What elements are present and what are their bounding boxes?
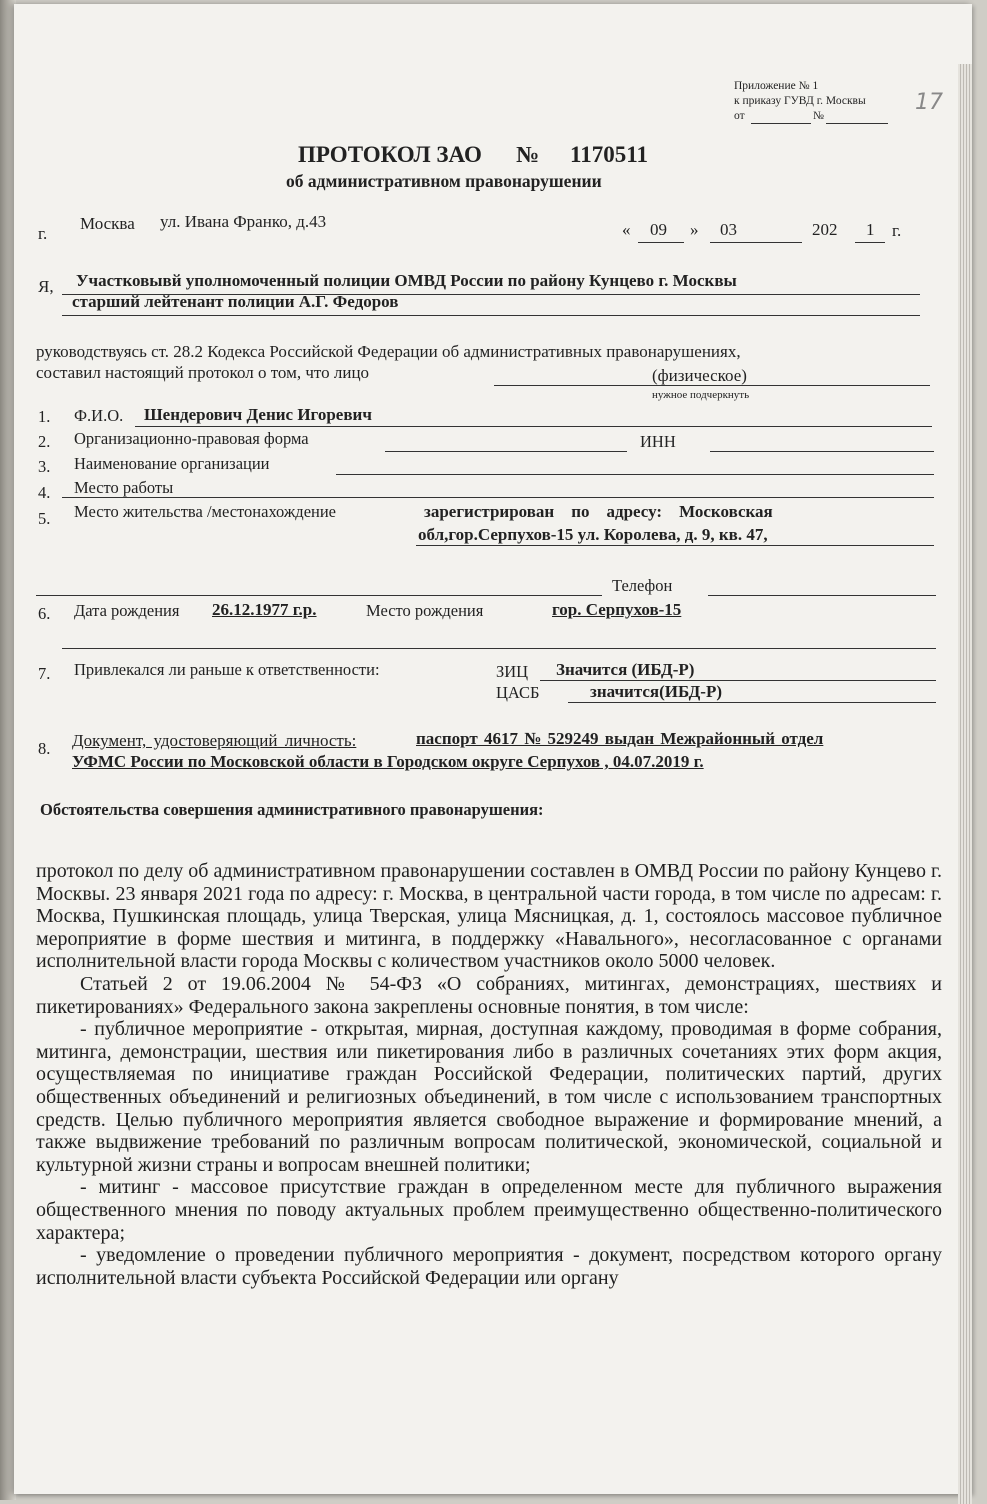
fio-line bbox=[135, 426, 932, 427]
date-day: 09 bbox=[650, 220, 667, 239]
field-8-number: 8. bbox=[38, 739, 51, 758]
day-line bbox=[638, 242, 684, 243]
doc-value-2: УФМС России по Московской области в Городском округе Серпухов , 04.07.2019 г. bbox=[72, 752, 704, 771]
appendix-line-2: к приказу ГУВД г. Москвы bbox=[734, 95, 866, 107]
appendix-line-1: Приложение № 1 bbox=[734, 80, 819, 92]
casb-value: значится(ИБД-Р) bbox=[590, 682, 723, 701]
city-prefix: г. bbox=[38, 224, 48, 243]
officer-underline-2 bbox=[62, 315, 920, 316]
date-month: 03 bbox=[720, 220, 737, 239]
handwritten-page-number: 17 bbox=[915, 90, 943, 115]
date-quote-open: « bbox=[622, 220, 631, 239]
fio-label: Ф.И.О. bbox=[74, 406, 124, 425]
officer-line-1: Участковывй уполномоченный полиции ОМВД России по району Кунцево г. Москвы bbox=[76, 271, 737, 290]
date-year-digit: 1 bbox=[866, 220, 875, 239]
protocol-number-sign: № bbox=[516, 142, 540, 167]
zic-value: Значится (ИБД-Р) bbox=[556, 660, 695, 679]
person-type-line bbox=[494, 385, 930, 386]
officer-ya: Я, bbox=[38, 277, 54, 296]
paragraph-4: - митинг - массовое присутствие граждан в определенном месте для публичного выражения общественного мнения по поводу актуальных проблем преимущественно общественно-политического характера; bbox=[36, 1176, 942, 1244]
casb-label: ЦАСБ bbox=[496, 683, 540, 702]
field-4-number: 4. bbox=[38, 483, 51, 502]
appendix-number-line bbox=[826, 123, 888, 124]
date-year-suffix: г. bbox=[892, 221, 902, 240]
dob-label: Дата рождения bbox=[74, 601, 180, 620]
appendix-no-label: № bbox=[813, 110, 824, 122]
field-1-number: 1. bbox=[38, 407, 51, 426]
field-3-number: 3. bbox=[38, 457, 51, 476]
protocol-title: ПРОТОКОЛ ЗАО bbox=[298, 142, 482, 167]
fio-value: Шендерович Денис Игоревич bbox=[144, 405, 372, 424]
org-form-line bbox=[385, 451, 627, 452]
org-name-label: Наименование организации bbox=[74, 454, 270, 473]
person-type-hint: нужное подчеркнуть bbox=[652, 389, 750, 401]
year-line bbox=[855, 242, 885, 243]
paragraph-2: Статьей 2 от 19.06.2004 № 54-ФЗ «О собраниях, митингах, демонстрациях, шествиях и пикетированиях» Федерального закона закреплены основные понятия, в том числе: bbox=[36, 972, 942, 1018]
date-quote-close: » bbox=[690, 220, 699, 239]
date-year-prefix: 202 bbox=[812, 220, 838, 239]
field-6-number: 6. bbox=[38, 604, 51, 623]
address: ул. Ивана Франко, д.43 bbox=[160, 212, 327, 231]
officer-line-2: старший лейтенант полиции А.Г. Федоров bbox=[72, 292, 399, 311]
protocol-subtitle: об административном правонарушении bbox=[286, 171, 602, 191]
pob-label: Место рождения bbox=[366, 601, 484, 620]
residence-value-1: зарегистрирован по адресу: Московская bbox=[424, 502, 773, 521]
dob-value: 26.12.1977 г.р. bbox=[212, 600, 317, 619]
field-5-number: 5. bbox=[38, 509, 51, 528]
field-2-number: 2. bbox=[38, 432, 51, 451]
residence-value-2: обл,гор.Серпухов-15 ул. Королева, д. 9, кв. 47, bbox=[418, 525, 768, 544]
appendix-from-label: от bbox=[734, 110, 745, 122]
residence-extra-line bbox=[36, 595, 602, 596]
inn-label: ИНН bbox=[640, 432, 676, 451]
doc-value-1: паспорт 4617 № 529249 выдан Межрайонный отдел bbox=[416, 729, 824, 748]
doc-label: Документ, удостоверяющий личность: bbox=[72, 731, 357, 750]
basis-line-1: руководствуясь ст. 28.2 Кодекса Российской Федерации об административных правонарушениях, bbox=[36, 342, 741, 361]
paragraph-3: - публичное мероприятие - открытая, мирная, доступная каждому, проводимая в форме собрания, митинга, демонстрации, шествия или пикетирования либо в различных сочетаниях этих форм акция, осуществляемая по инициативе граждан Российской Федерации, политических партий, других общественных объединений и религиозных объединений, в том числе с использованием транспортных средств. Целью публичного мероприятия является свободное выражение и формирование мнений, а также выдвижение требований по различным вопросам политической, экономической, социальной и культурной жизни страны и вопросам внешней политики; bbox=[36, 1018, 942, 1176]
residence-line bbox=[416, 545, 934, 546]
circumstances-text bbox=[36, 860, 942, 1289]
work-line bbox=[62, 497, 934, 498]
inn-line bbox=[710, 451, 934, 452]
org-form-label: Организационно-правовая форма bbox=[74, 429, 309, 448]
phone-label: Телефон bbox=[612, 576, 673, 595]
appendix-date-line bbox=[751, 123, 811, 124]
city: Москва bbox=[80, 214, 135, 233]
zic-line bbox=[540, 680, 936, 681]
field-7-number: 7. bbox=[38, 664, 51, 683]
org-name-line bbox=[336, 474, 934, 475]
pob-value: гор. Серпухов-15 bbox=[552, 600, 682, 619]
basis-line-2: составил настоящий протокол о том, что лицо bbox=[36, 363, 370, 382]
zic-label: ЗИЦ bbox=[496, 662, 529, 681]
paragraph-5: - уведомление о проведении публичного мероприятия - документ, посредством которого органу исполнительной власти субъекта Российской Федерации или органу bbox=[36, 1244, 942, 1289]
month-line bbox=[710, 242, 802, 243]
work-label: Место работы bbox=[74, 478, 174, 497]
person-type: (физическое) bbox=[652, 366, 747, 385]
phone-line bbox=[708, 595, 936, 596]
field-6-extra-line bbox=[62, 648, 936, 649]
circumstances-heading: Обстоятельства совершения административного правонарушения: bbox=[40, 800, 544, 819]
paragraph-1: протокол по делу об административном правонарушении составлен в ОМВД России по району Кунцево г. Москвы. 23 января 2021 года по адресу: г. Москва, в центральной части города, в том числе по адресам: г. Москва, Пушкинская площадь, улица Тверская, улица Мясницкая, д. 1, состоялось массовое публичное мероприятие в форме шествия и митинга, в поддержку «Навального», несогласованное с органами исполнительной власти города Москвы с количеством участников около 5000 человек. bbox=[36, 860, 942, 973]
stacked-pages-edge bbox=[958, 64, 972, 1504]
residence-label: Место жительства /местонахождение bbox=[74, 502, 337, 521]
liability-label: Привлекался ли раньше к ответственности: bbox=[74, 660, 380, 679]
protocol-number: 1170511 bbox=[570, 142, 648, 167]
casb-line bbox=[568, 702, 936, 703]
